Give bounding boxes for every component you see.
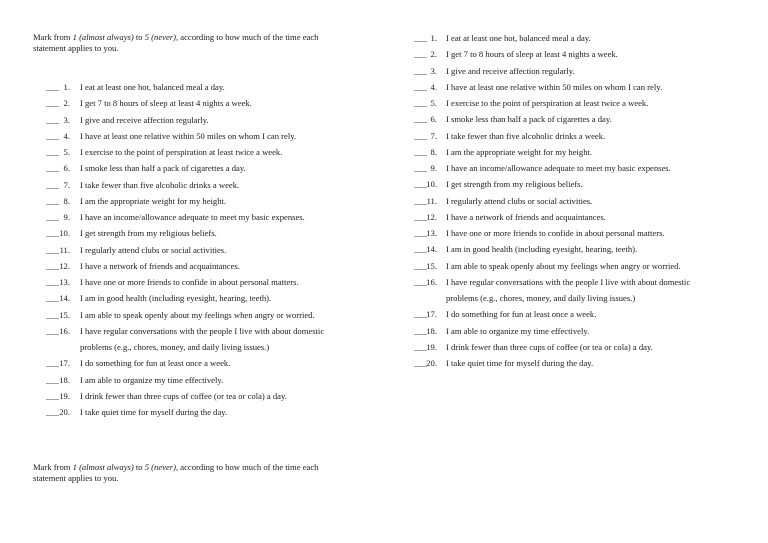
item-number: 6. xyxy=(63,163,70,174)
answer-blank[interactable]: ___ xyxy=(414,228,427,238)
answer-blank[interactable]: ___ xyxy=(46,98,59,109)
item-text: I have one or more friends to confide in about personal matters. xyxy=(80,277,299,287)
answer-blank[interactable]: ___ xyxy=(414,244,427,255)
item-text: I am the appropriate weight for my height. xyxy=(80,195,227,206)
item-number: 2. xyxy=(63,98,70,109)
item-text: I have at least one relative within 50 miles on whom I can rely. xyxy=(446,81,663,92)
instructions-scale-high: 5 (never) xyxy=(144,32,176,42)
answer-blank[interactable]: ___ xyxy=(46,358,59,369)
item-number: 11. xyxy=(59,244,70,255)
item-text: I have a network of friends and acquaintances. xyxy=(446,211,606,222)
answer-blank[interactable]: ___ xyxy=(46,277,59,287)
list-item-continuation xyxy=(80,342,269,352)
item-text: I do something for fun at least once a week. xyxy=(446,309,597,320)
answer-blank[interactable]: ___ xyxy=(414,358,427,368)
item-number: 20. xyxy=(426,358,437,368)
instructions-scale-high: 5 (never) xyxy=(144,462,176,472)
item-text: I give and receive affection regularly. xyxy=(80,114,209,125)
answer-blank[interactable]: ___ xyxy=(46,114,59,125)
answer-blank[interactable]: ___ xyxy=(46,82,59,92)
item-number: 1. xyxy=(63,82,70,92)
item-text: I eat at least one hot, balanced meal a day. xyxy=(446,33,591,43)
answer-blank[interactable]: ___ xyxy=(414,341,427,352)
item-number: 15. xyxy=(426,260,437,271)
item-text: I have regular conversations with the people I live with about domestic xyxy=(446,276,691,287)
item-number: 5. xyxy=(63,147,70,157)
item-text: I regularly attend clubs or social activities. xyxy=(446,195,593,206)
item-number: 17. xyxy=(59,358,70,369)
answer-blank[interactable]: ___ xyxy=(414,114,427,125)
item-text: I am able to speak openly about my feelings when angry or worried. xyxy=(446,260,681,271)
answer-blank[interactable]: ___ xyxy=(414,276,427,287)
answer-blank[interactable]: ___ xyxy=(414,260,427,271)
answer-blank[interactable]: ___ xyxy=(46,147,59,157)
item-text: I get 7 to 8 hours of sleep at least 4 nights a week. xyxy=(446,49,618,60)
answer-blank[interactable]: ___ xyxy=(46,195,59,206)
item-number: 4. xyxy=(430,81,437,92)
instructions-prefix: Mark from xyxy=(33,462,73,472)
item-number: 20. xyxy=(59,407,70,417)
item-text: I am able to organize my time effectively. xyxy=(80,374,224,385)
item-number: 16. xyxy=(59,325,70,336)
item-number: 18. xyxy=(426,325,437,336)
instructions-bottom xyxy=(33,462,353,484)
instructions-top xyxy=(33,32,353,54)
item-text: I get strength from my religious beliefs. xyxy=(446,179,583,190)
answer-blank[interactable]: ___ xyxy=(414,146,427,157)
item-number: 3. xyxy=(430,65,437,76)
answer-blank[interactable]: ___ xyxy=(414,33,427,43)
list-item-continuation xyxy=(446,293,635,303)
answer-blank[interactable]: ___ xyxy=(414,98,427,108)
item-number: 5. xyxy=(430,98,437,108)
answer-blank[interactable]: ___ xyxy=(414,309,427,320)
answer-blank[interactable]: ___ xyxy=(46,374,59,385)
instructions-suffix: , according to how much of the time each statement applies to you. xyxy=(33,32,319,53)
item-text: I do something for fun at least once a week. xyxy=(80,358,231,369)
item-text-continuation: problems (e.g., chores, money, and daily living issues.) xyxy=(446,293,636,303)
item-text: I smoke less than half a pack of cigarettes a day. xyxy=(80,163,246,174)
item-number: 16. xyxy=(426,276,437,287)
item-text: I exercise to the point of perspiration at least twice a week. xyxy=(80,147,283,157)
instructions-scale-low: 1 (almost always) xyxy=(72,32,134,42)
item-number: 6. xyxy=(430,114,437,125)
item-number: 18. xyxy=(59,374,70,385)
item-text: I am in good health (including eyesight, hearing, teeth). xyxy=(80,293,272,304)
item-number: 2. xyxy=(430,49,437,60)
answer-blank[interactable]: ___ xyxy=(414,130,427,141)
answer-blank[interactable]: ___ xyxy=(46,390,59,401)
answer-blank[interactable]: ___ xyxy=(46,212,59,222)
item-text-continuation: problems (e.g., chores, money, and daily living issues.) xyxy=(80,342,270,352)
item-text: I regularly attend clubs or social activities. xyxy=(80,244,227,255)
item-number: 17. xyxy=(426,309,437,320)
item-number: 14. xyxy=(426,244,437,255)
answer-blank[interactable]: ___ xyxy=(414,195,427,206)
answer-blank[interactable]: ___ xyxy=(414,65,427,76)
instructions-middle: to xyxy=(133,32,145,42)
item-number: 9. xyxy=(63,212,70,222)
answer-blank[interactable]: ___ xyxy=(46,244,59,255)
instructions-scale-low: 1 (almost always) xyxy=(72,462,134,472)
answer-blank[interactable]: ___ xyxy=(46,179,59,190)
instructions-prefix: Mark from xyxy=(33,32,73,42)
item-text: I have an income/allowance adequate to meet my basic expenses. xyxy=(80,212,305,222)
item-number: 13. xyxy=(426,228,437,238)
item-text: I take quiet time for myself during the day. xyxy=(80,407,228,417)
item-text: I am the appropriate weight for my height. xyxy=(446,146,593,157)
item-text: I eat at least one hot, balanced meal a day. xyxy=(80,82,225,92)
item-number: 8. xyxy=(63,195,70,206)
item-text: I am able to organize my time effectively. xyxy=(446,325,590,336)
item-text: I drink fewer than three cups of coffee (or tea or cola) a day. xyxy=(80,390,287,401)
item-number: 4. xyxy=(63,130,70,141)
item-number: 14. xyxy=(59,293,70,304)
item-text: I am in good health (including eyesight, hearing, teeth). xyxy=(446,244,638,255)
item-number: 10. xyxy=(426,179,437,190)
answer-blank[interactable]: ___ xyxy=(414,325,427,336)
item-text: I smoke less than half a pack of cigarettes a day. xyxy=(446,114,612,125)
item-number: 13. xyxy=(59,277,70,287)
item-number: 15. xyxy=(59,309,70,320)
item-number: 7. xyxy=(430,130,437,141)
answer-blank[interactable]: ___ xyxy=(46,325,59,336)
item-number: 3. xyxy=(63,114,70,125)
item-text: I give and receive affection regularly. xyxy=(446,65,575,76)
item-text: I get strength from my religious beliefs. xyxy=(80,228,217,239)
item-text: I take quiet time for myself during the day. xyxy=(446,358,594,368)
item-text: I have at least one relative within 50 miles on whom I can rely. xyxy=(80,130,297,141)
item-text: I have a network of friends and acquaintances. xyxy=(80,260,240,271)
item-text: I get 7 to 8 hours of sleep at least 4 nights a week. xyxy=(80,98,252,109)
item-text: I drink fewer than three cups of coffee (or tea or cola) a day. xyxy=(446,341,653,352)
answer-blank[interactable]: ___ xyxy=(46,309,59,320)
item-text: I exercise to the point of perspiration at least twice a week. xyxy=(446,98,649,108)
item-number: 1. xyxy=(430,33,437,43)
answer-blank[interactable]: ___ xyxy=(414,211,427,222)
item-text: I take fewer than five alcoholic drinks a week. xyxy=(80,179,240,190)
item-number: 12. xyxy=(59,260,70,271)
answer-blank[interactable]: ___ xyxy=(414,49,427,60)
item-number: 12. xyxy=(426,211,437,222)
answer-blank[interactable]: ___ xyxy=(46,407,59,417)
item-number: 8. xyxy=(430,146,437,157)
item-text: I take fewer than five alcoholic drinks a week. xyxy=(446,130,606,141)
item-number: 19. xyxy=(59,390,70,401)
answer-blank[interactable]: ___ xyxy=(46,163,59,174)
item-number: 10. xyxy=(59,228,70,239)
item-number: 9. xyxy=(430,163,437,173)
answer-blank[interactable]: ___ xyxy=(414,81,427,92)
answer-blank[interactable]: ___ xyxy=(414,179,427,190)
item-text: I am able to speak openly about my feelings when angry or worried. xyxy=(80,309,315,320)
answer-blank[interactable]: ___ xyxy=(46,260,59,271)
item-number: 11. xyxy=(426,195,437,206)
instructions-suffix: , according to how much of the time each statement applies to you. xyxy=(33,462,319,483)
item-text: I have an income/allowance adequate to meet my basic expenses. xyxy=(446,163,671,173)
answer-blank[interactable]: ___ xyxy=(46,130,59,141)
instructions-middle: to xyxy=(133,462,145,472)
answer-blank[interactable]: ___ xyxy=(414,163,427,173)
item-text: I have one or more friends to confide in about personal matters. xyxy=(446,228,665,238)
item-text: I have regular conversations with the people I live with about domestic xyxy=(80,325,325,336)
answer-blank[interactable]: ___ xyxy=(46,228,59,239)
item-number: 19. xyxy=(426,341,437,352)
answer-blank[interactable]: ___ xyxy=(46,293,59,304)
item-number: 7. xyxy=(63,179,70,190)
